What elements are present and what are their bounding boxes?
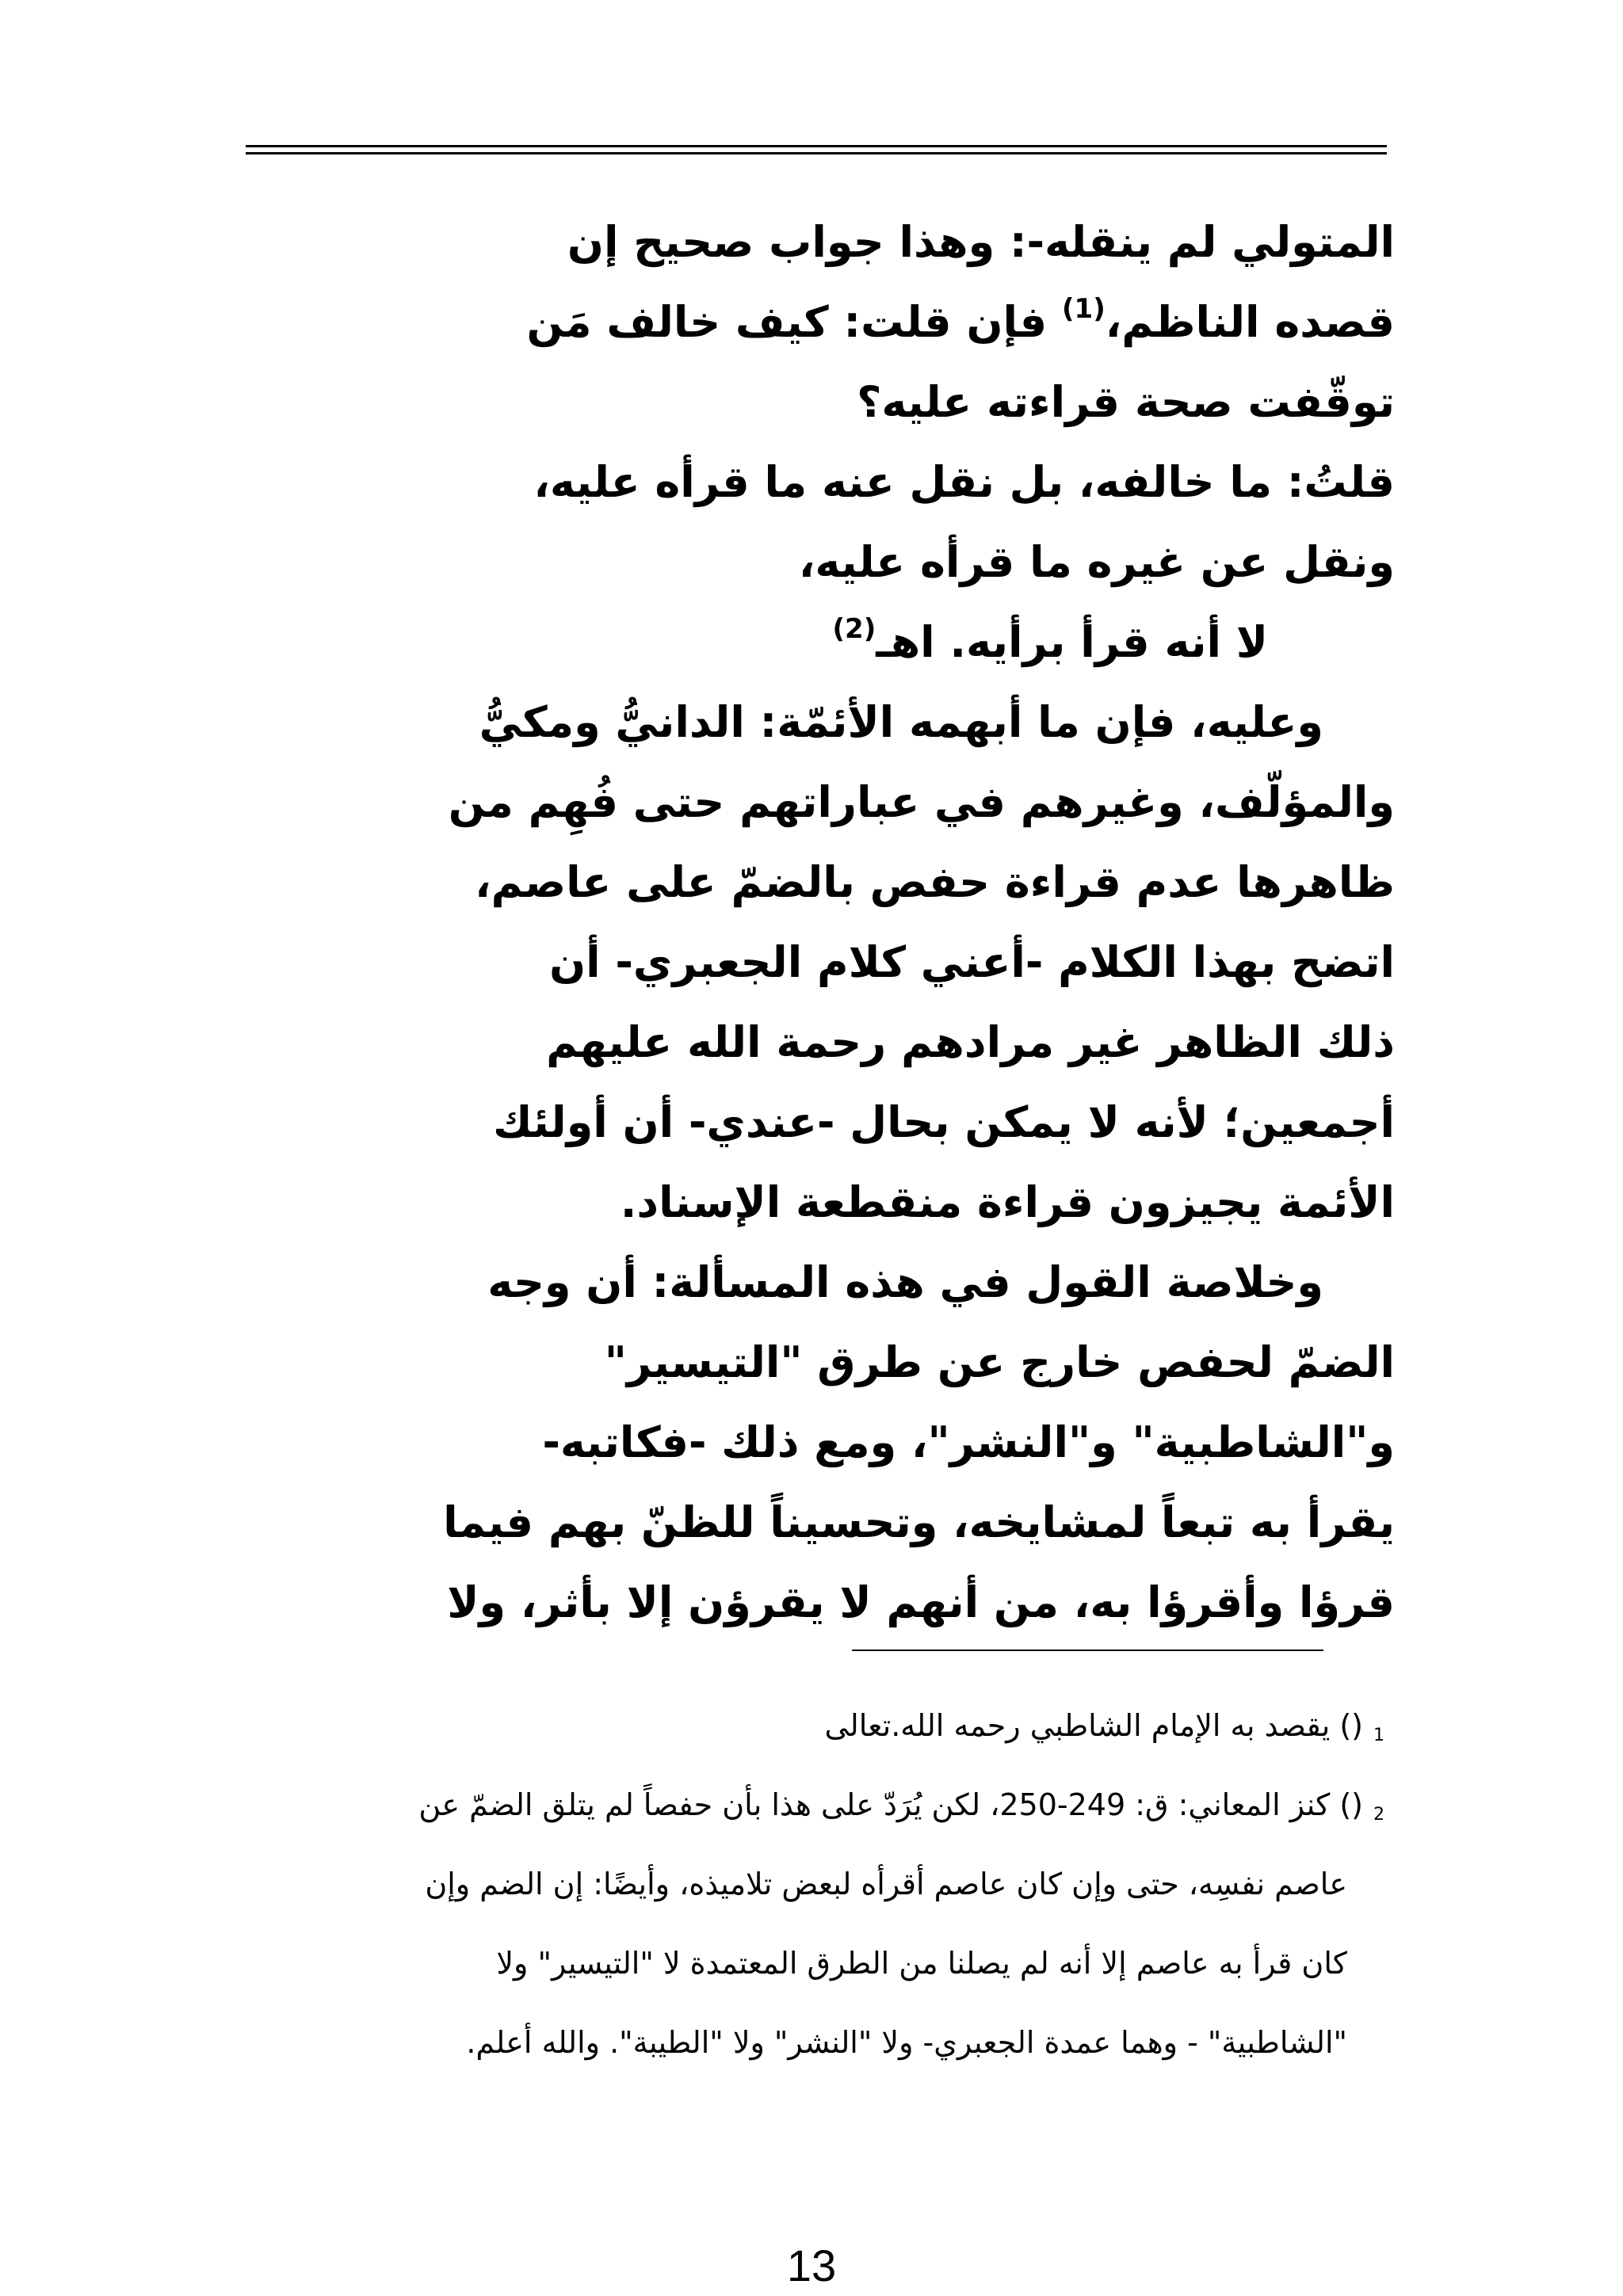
- footnote-2-continuation: كان قرأ به عاصم إلا أنه لم يصلنا من الطرق المعتمدة لا "التيسير" ولا: [496, 1946, 1347, 1981]
- text-line: وعليه، فإن ما أبهمه الأئمّة: الدانيُّ ومكيُّ: [479, 697, 1323, 747]
- footnote-text: () كنز المعاني: ق: 249-250، لكن يُرَدّ على هذا بأن حفصاً لم يتلق الضمّ عن: [418, 1787, 1363, 1822]
- text-line: اتضح بهذا الكلام -أعني كلام الجعبري- أن: [549, 937, 1395, 987]
- footnote-text: () يقصد به الإمام الشاطبي رحمه الله.تعالى: [824, 1708, 1363, 1743]
- text-segment: قصده الناظم،: [1105, 297, 1395, 347]
- text-line: [238, 602, 1395, 682]
- text-line: الضمّ لحفص خارج عن طرق "التيسير": [604, 1337, 1395, 1387]
- page-number: 13: [786, 2241, 837, 2290]
- footnote-number: 1: [1373, 1726, 1384, 1745]
- footnote-2: [238, 1765, 1395, 1844]
- text-line: المتولي لم ينقله-: وهذا جواب صحيح إن: [567, 217, 1395, 267]
- footnote-number: 2: [1373, 1805, 1384, 1825]
- footnote-2-continuation: عاصم نفسِه، حتى وإن كان عاصم أقرأه لبعض تلاميذه، وأيضًا: إن الضم وإن: [425, 1867, 1347, 1901]
- header-rule-bottom: [246, 152, 1387, 154]
- footnotes: [238, 1686, 1395, 2082]
- text-line: و"الشاطبية" و"النشر"، ومع ذلك -فكاتبه-: [542, 1417, 1395, 1467]
- text-line: قرؤا وأقرؤا به، من أنهم لا يقرؤن إلا بأثر، ولا: [447, 1577, 1395, 1627]
- text-line: وخلاصة القول في هذه المسألة: أن وجه: [487, 1257, 1323, 1307]
- footnote-ref-2: (2): [832, 613, 876, 645]
- footnote-separator: [852, 1650, 1323, 1651]
- text-line: الأئمة يجيزون قراءة منقطعة الإسناد.: [620, 1177, 1395, 1227]
- main-text-body: [238, 202, 1395, 1642]
- footnote-ref-1: (1): [1061, 293, 1106, 325]
- text-line: ذلك الظاهر غير مرادهم رحمة الله عليهم: [546, 1017, 1395, 1067]
- footnote-1: [238, 1686, 1395, 1765]
- footnote-2-continuation: "الشاطبية" - وهما عمدة الجعبري- ولا "النشر" ولا "الطيبة". والله أعلم.: [466, 2025, 1347, 2060]
- text-line: قلتُ: ما خالفه، بل نقل عنه ما قرأه عليه،: [533, 457, 1395, 507]
- text-segment: لا أنه قرأ برأيه. اهـ: [876, 617, 1268, 667]
- header-rule-top: [246, 145, 1387, 147]
- text-line: يقرأ به تبعاً لمشايخه، وتحسيناً للظنّ بهم فيما: [443, 1497, 1395, 1547]
- text-line: ظاهرها عدم قراءة حفص بالضمّ على عاصم،: [475, 857, 1395, 907]
- text-segment: فإن قلت: كيف خالف مَن: [526, 297, 1062, 347]
- text-line: توقّفت صحة قراءته عليه؟: [857, 377, 1395, 427]
- text-line: أجمعين؛ لأنه لا يمكن بحال -عندي- أن أولئك: [493, 1097, 1395, 1147]
- text-line: [238, 282, 1395, 362]
- text-line: والمؤلّف، وغيرهم في عباراتهم حتى فُهِم من: [448, 777, 1395, 827]
- text-line: ونقل عن غيره ما قرأه عليه،: [798, 537, 1395, 587]
